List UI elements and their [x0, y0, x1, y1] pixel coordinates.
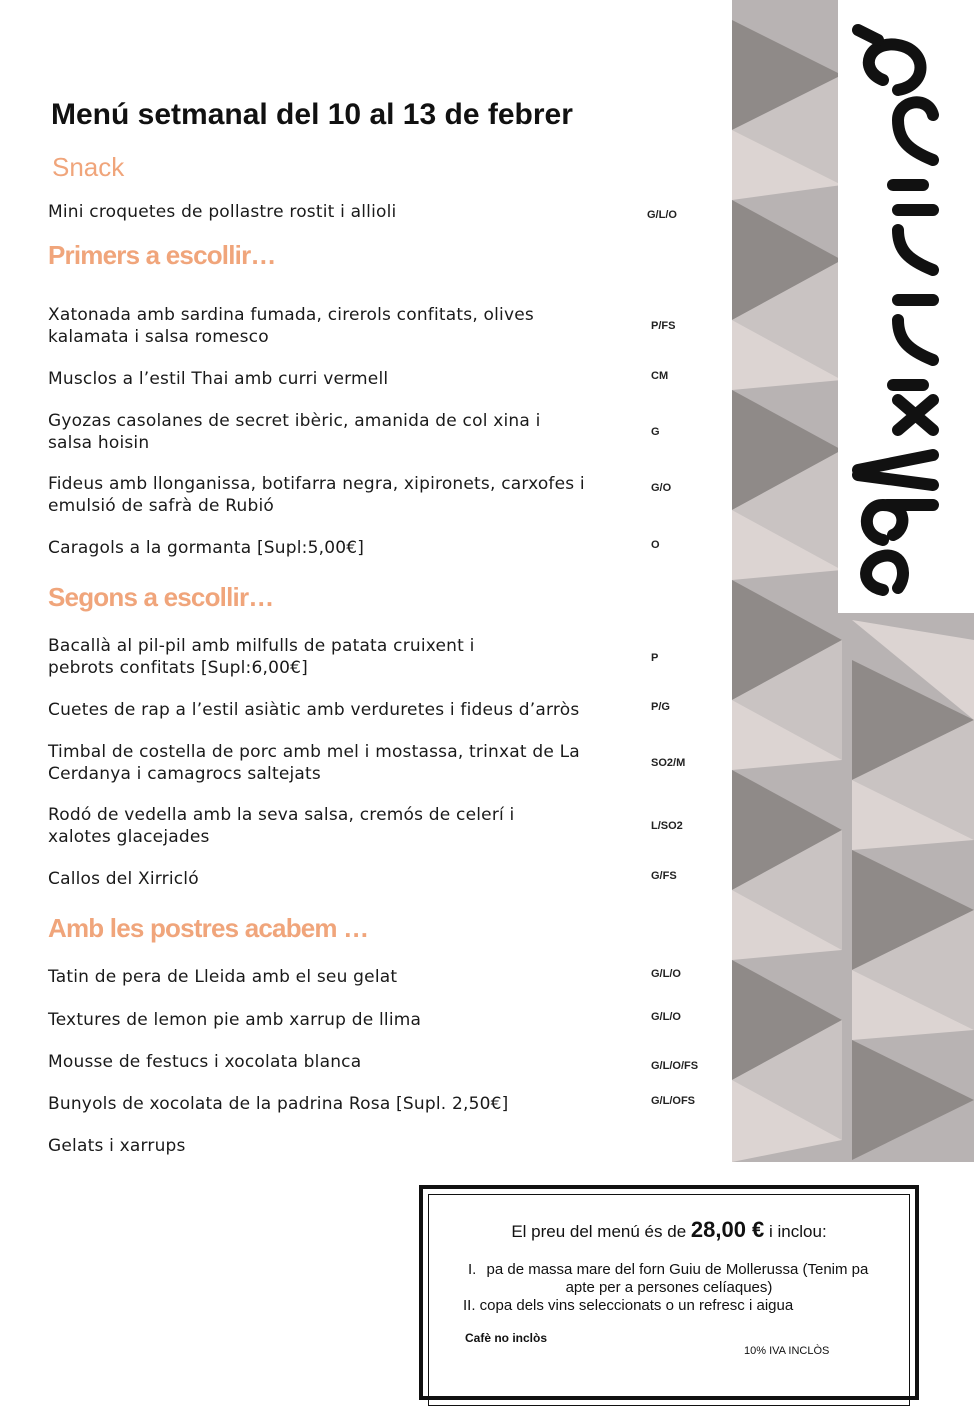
allergen-code: G/L/O	[647, 209, 677, 221]
section-heading-postres: Amb les postres acabem …	[48, 913, 369, 943]
logo	[838, 0, 974, 613]
price-box	[419, 1185, 919, 1400]
coffee-note: Cafè no inclòs	[465, 1331, 548, 1345]
allergen-code: G/L/O	[651, 1011, 681, 1023]
section-heading-primers: Primers a escollir…	[48, 240, 276, 270]
dish-item: Tatin de pera de Lleida amb el seu gelat	[48, 967, 398, 987]
dish-item: Gyozas casolanes de secret ibèric, amanida de col xina i salsa hoisin	[48, 411, 541, 453]
dish-item: Fideus amb llonganissa, botifarra negra, xipironets, carxofes i emulsió de safrà de Rubió	[48, 474, 585, 516]
allergen-code: G/L/OFS	[651, 1095, 695, 1107]
dish-item: Mini croquetes de pollastre rostit i allioli	[48, 202, 397, 222]
price-suffix: i inclou:	[769, 1222, 827, 1241]
allergen-code: P/FS	[651, 320, 676, 332]
price-line	[423, 1217, 915, 1243]
included-item-1-line1: pa de massa mare del forn Guiu de Mollerussa (Tenim pa	[486, 1261, 869, 1278]
menu-title: Menú setmanal del 10 al 13 de febrer	[51, 98, 573, 131]
price-intro: El preu del menú és de	[511, 1222, 687, 1241]
dish-item: Mousse de festucs i xocolata blanca	[48, 1052, 362, 1072]
allergen-code: G/L/O/FS	[651, 1060, 699, 1072]
dish-item: Xatonada amb sardina fumada, cirerols confitats, olives kalamata i salsa romesco	[48, 305, 534, 347]
dish-item: Bacallà al pil-pil amb milfulls de patata cruixent i pebrots confitats [Supl:6,00€]	[48, 636, 475, 678]
allergen-code: SO2/M	[651, 757, 686, 769]
dish-item: Rodó de vedella amb la seva salsa, cremós de celerí i xalotes glacejades	[48, 805, 515, 847]
allergen-code: CM	[651, 370, 669, 382]
allergen-code: P/G	[651, 701, 670, 713]
section-heading-snack: Snack	[52, 152, 125, 182]
dish-item: Musclos a l’estil Thai amb curri vermell	[48, 369, 389, 389]
included-item-1-number: I.	[468, 1261, 477, 1278]
allergen-code: G/O	[651, 482, 672, 494]
dish-item: Textures de lemon pie amb xarrup de llima	[48, 1010, 422, 1030]
logo-calligraphy	[838, 0, 974, 613]
allergen-code: P	[651, 652, 659, 664]
dish-item: Callos del Xirricló	[48, 869, 199, 889]
section-heading-segons: Segons a escollir…	[48, 582, 274, 612]
included-item-1	[468, 1261, 898, 1279]
included-item-2: II. copa dels vins seleccionats o un refresc i aigua	[463, 1297, 794, 1314]
dish-item: Gelats i xarrups	[48, 1136, 186, 1156]
vat-note: 10% IVA INCLÒS	[744, 1345, 830, 1357]
allergen-code: G	[651, 426, 660, 438]
dish-item: Caragols a la gormanta [Supl:5,00€]	[48, 538, 365, 558]
allergen-code: G/L/O	[651, 968, 681, 980]
dish-item: Timbal de costella de porc amb mel i mostassa, trinxat de La Cerdanya i camagrocs saltejats	[48, 742, 580, 784]
dish-item: Cuetes de rap a l’estil asiàtic amb verduretes i fideus d’arròs	[48, 700, 580, 720]
allergen-code: G/FS	[651, 870, 677, 882]
allergen-code: L/SO2	[651, 820, 683, 832]
dish-item: Bunyols de xocolata de la padrina Rosa [Supl. 2,50€]	[48, 1094, 509, 1114]
allergen-code: O	[651, 539, 660, 551]
included-item-1-line2: apte per a persones celíaques)	[565, 1279, 773, 1296]
price-amount: 28,00 €	[690, 1217, 765, 1242]
